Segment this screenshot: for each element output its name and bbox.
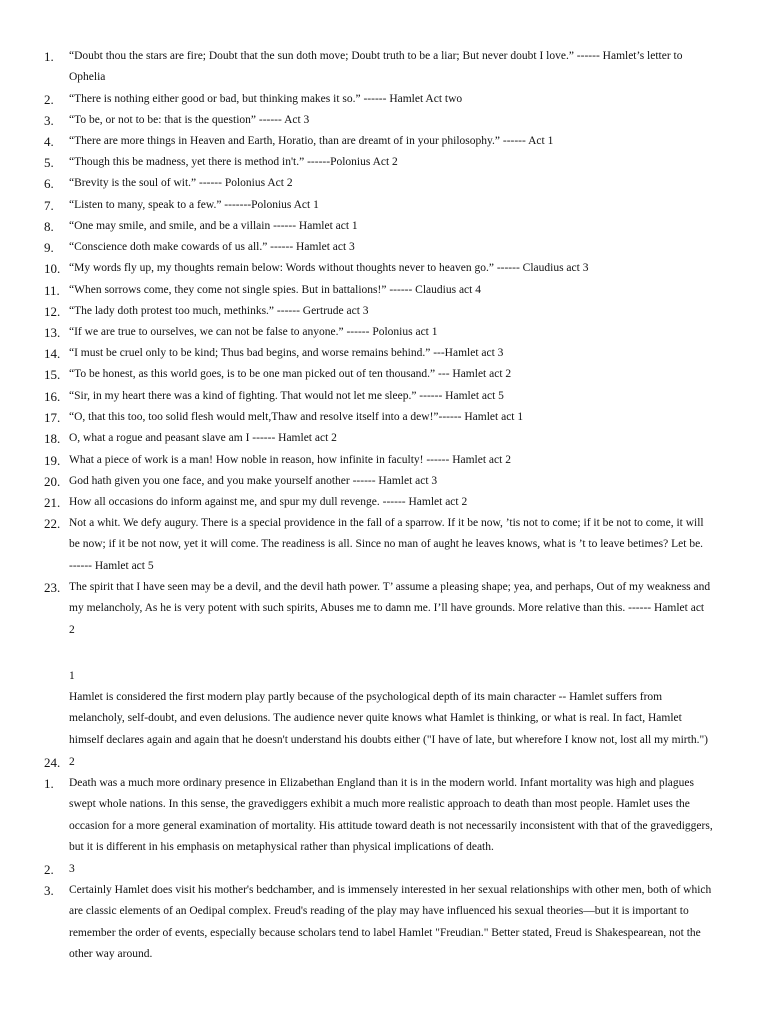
list-number: 10. [44,261,61,276]
quote-text: “I must be cruel only to be kind; Thus bad begins, and worse remains behind.” ---Hamlet act 3 [69,347,504,359]
list-number: 11. [44,283,60,298]
list-number: 1. [44,49,54,64]
quote-text: What a piece of work is a man! How noble in reason, how infinite in faculty! ------ Hamlet act 2 [69,454,511,466]
list-number: 24. [44,755,61,770]
quote-text: “Though this be madness, yet there is method in't.” ------Polonius Act 2 [69,156,398,168]
quote-text: “If we are true to ourselves, we can not be false to anyone.” ------ Polonius act 1 [69,326,438,338]
list-number: 18. [44,431,61,446]
list-number: 2. [44,92,54,107]
quote-text: “My words fly up, my thoughts remain below: Words without thoughts never to heaven go.” ------ Claudius act 3 [69,262,589,274]
list-number: 15. [44,367,61,382]
list-number: 16. [44,389,61,404]
list-number: 9. [44,240,54,255]
quote-text: “The lady doth protest too much, methinks.” ------ Gertrude act 3 [69,305,369,317]
list-number: 13. [44,325,61,340]
quote-text: “O, that this too, too solid flesh would melt,Thaw and resolve itself into a dew!”------ Hamlet act 1 [69,411,524,423]
list-number: 4. [44,134,54,149]
quote-text: O, what a rogue and peasant slave am I ------ Hamlet act 2 [69,432,337,444]
list-number: 3. [44,113,54,128]
quote-text: God hath given you one face, and you make yourself another ------ Hamlet act 3 [69,475,438,487]
quote-text: How all occasions do inform against me, and spur my dull revenge. ------ Hamlet act 2 [69,496,468,508]
quote-text: “Listen to many, speak to a few.” -------Polonius Act 1 [69,199,319,211]
list-number: 7. [44,198,54,213]
quote-text: “There is nothing either good or bad, but thinking makes it so.” ------ Hamlet Act two [69,93,463,105]
list-number: 3. [44,883,54,898]
list-number: 2. [44,862,54,877]
essay-paragraph: Death was a much more ordinary presence in Elizabethan England than it is in the modern world. Infant mortality was high and plagues swept whole nations. In this sense, the gravediggers exhibit a much more realistic approach to death than most people. Hamlet uses the occasion for a more general examination of mortality. His attitude toward death is not necessarily inconsistent with that of the gravediggers, but it is different in his emphasis on metaphysical rather than physical implications of death. [69,777,713,854]
quote-text: “To be, or not to be: that is the question” ------ Act 3 [69,114,310,126]
list-number: 21. [44,495,61,510]
quote-text: Not a whit. We defy augury. There is a special providence in the fall of a sparrow. If it be now, ’tis not to come; if it be not to come, it will be now; if it be not now, yet it will come. The readiness is all. Since no man of aught he leaves knows, what is ’t to leave betimes? Let be. ------ Hamlet act 5 [69,517,704,572]
list-number: 20. [44,474,61,489]
list-number: 14. [44,346,61,361]
list-number: 22. [44,516,61,531]
quote-text: “To be honest, as this world goes, is to be one man picked out of ten thousand.” --- Hamlet act 2 [69,368,512,380]
list-number: 23. [44,580,61,595]
document-page: 1. “Doubt thou the stars are fire; Doubt that the sun doth move; Doubt truth to be a liar; But never doubt I love.” ------ Hamlet’s letter to Ophelia 2. “There is nothing either good or bad, but thinking makes it so.” ------ Hamlet Act two 3. “To be, or not to be: that is the question” ------ Act 3 4. “There are more things in Heaven and Earth, Horatio, than are dreamt of in your philosophy.” ------ Act 1 5. “Though this be madness, yet there is method in't.” ------Polonius Act 2 6. “Brevity is the soul of wit.” ------ Polonius Act 2 7. “Listen to many, speak to a few.” -------Polonius Act 1 8. “One may smile, and smile, and be a villain ------ Hamlet act 1 9. “Conscience doth make cowards of us all.” ------ Hamlet act 3 10. “My words fly up, my thoughts remain below: Words without thoughts never to heaven go.” ------ Claudius act 3 11. “When sorrows come, they come not single spies. But in battalions!” ------ Claudius act 4 12. “The lady doth protest too much, methinks.” ------ Gertrude act 3 13. “If we are true to ourselves, we can not be false to anyone.” ------ Polonius act 1 14. “I must be cruel only to be kind; Thus bad begins, and worse remains behind.” ---Hamlet act 3 15. “To be honest, as this world goes, is to be one man picked out of ten thousand.” --- Hamlet act 2 16. “Sir, in my heart there was a kind of fighting. That would not let me sleep.” ------ Hamlet act 5 17. “O, that this too, too solid flesh would melt,Thaw and resolve itself into a dew!”------ Hamlet act 1 18. O, what a rogue and peasant slave am I ------ Hamlet act 2 19. What a piece of work is a man! How noble in reason, how infinite in faculty! ------ Hamlet act 2 20. God hath given you one face, and you make yourself another ------ Hamlet act 3 21. How all occasions do inform against me, and spur my dull revenge. ------ Hamlet act 2 22. Not a whit. We defy augury. There is a special providence in the fall of a sparrow. If it be now, ’tis not to come; if it be not to come, it will be now; if it be not now, yet it will come. The readiness is all. Since no man of aught he leaves knows, what is ’t to leave betimes? Let be. ------ Hamlet act 5 23. The spirit that I have seen may be a devil, and the devil hath power. T’ assume a pleasing shape; yea, and perhaps, Out of my weakness and my melancholy, As he is very potent with such spirits, Abuses me to damn me. I’ll have grounds. More relative than this. ------ Hamlet act 2 1 Hamlet is considered the first modern play partly because of the psychological depth of its main character -- Hamlet suffers from melancholy, self-doubt, and even delusions. The audience never quite knows what Hamlet is thinking, or what is real. In fact, Hamlet himself declares again and again that he doesn't understand his doubts either ("I have of late, but wherefore I know not, lost all my mirth.") 24. 2 1. Death was a much more ordinary presence in Elizabethan England than it is in the modern world. Infant mortality was high and plagues swept whole nations. In this sense, the gravediggers exhibit a much more realistic approach to death than most people. Hamlet uses the occasion for a more general examination of mortality. His attitude toward death is not necessarily inconsistent with that of the gravediggers, but it is different in his emphasis on metaphysical rather than physical implications of death. 2. 3 3. Certainly Hamlet does visit his mother's bedchamber, and is immensely interested in her sexual relationships with other men, both of which are classic elements of an Oedipal complex. Freud's reading of the play may have influenced his sexual theories—but it is important to remember the order of events, especially because scholars tend to label Hamlet "Freudian." Better stated, Freud is Shakespearean, not the other way around. [0,0,768,1024]
quote-text: The spirit that I have seen may be a devil, and the devil hath power. T’ assume a pleasing shape; yea, and perhaps, Out of my weakness and my melancholy, As he is very potent with such spirits, Abuses me to damn me. I’ll have grounds. More relative than this. ------ Hamlet act 2 [69,581,711,636]
list-number: 17. [44,410,61,425]
list-number: 1. [44,776,54,791]
quote-text: “There are more things in Heaven and Earth, Horatio, than are dreamt of in your philosophy.” ------ Act 1 [69,135,554,147]
quote-text: “One may smile, and smile, and be a villain ------ Hamlet act 1 [69,220,358,232]
quote-text: “When sorrows come, they come not single spies. But in battalions!” ------ Claudius act 4 [69,284,481,296]
quote-text: “Sir, in my heart there was a kind of fighting. That would not let me sleep.” ------ Hamlet act 5 [69,390,504,402]
quote-text: “Brevity is the soul of wit.” ------ Polonius Act 2 [69,177,293,189]
list-number: 6. [44,176,54,191]
quote-text: “Conscience doth make cowards of us all.” ------ Hamlet act 3 [69,241,355,253]
quote-text: “Doubt thou the stars are fire; Doubt that the sun doth move; Doubt truth to be a liar; But never doubt I love.” ------ Hamlet’s letter to Ophelia [69,50,683,84]
essay-paragraph: Certainly Hamlet does visit his mother's bedchamber, and is immensely interested in her sexual relationships with other men, both of which are classic elements of an Oedipal complex. Freud's reading of the play may have influenced his sexual theories—but it is important to remember the order of events, especially because scholars tend to label Hamlet "Freudian." Better stated, Freud is Shakespearean, not the other way around. [69,884,712,961]
list-number: 8. [44,219,54,234]
list-number: 19. [44,453,61,468]
list-number: 5. [44,155,54,170]
list-number: 12. [44,304,61,319]
